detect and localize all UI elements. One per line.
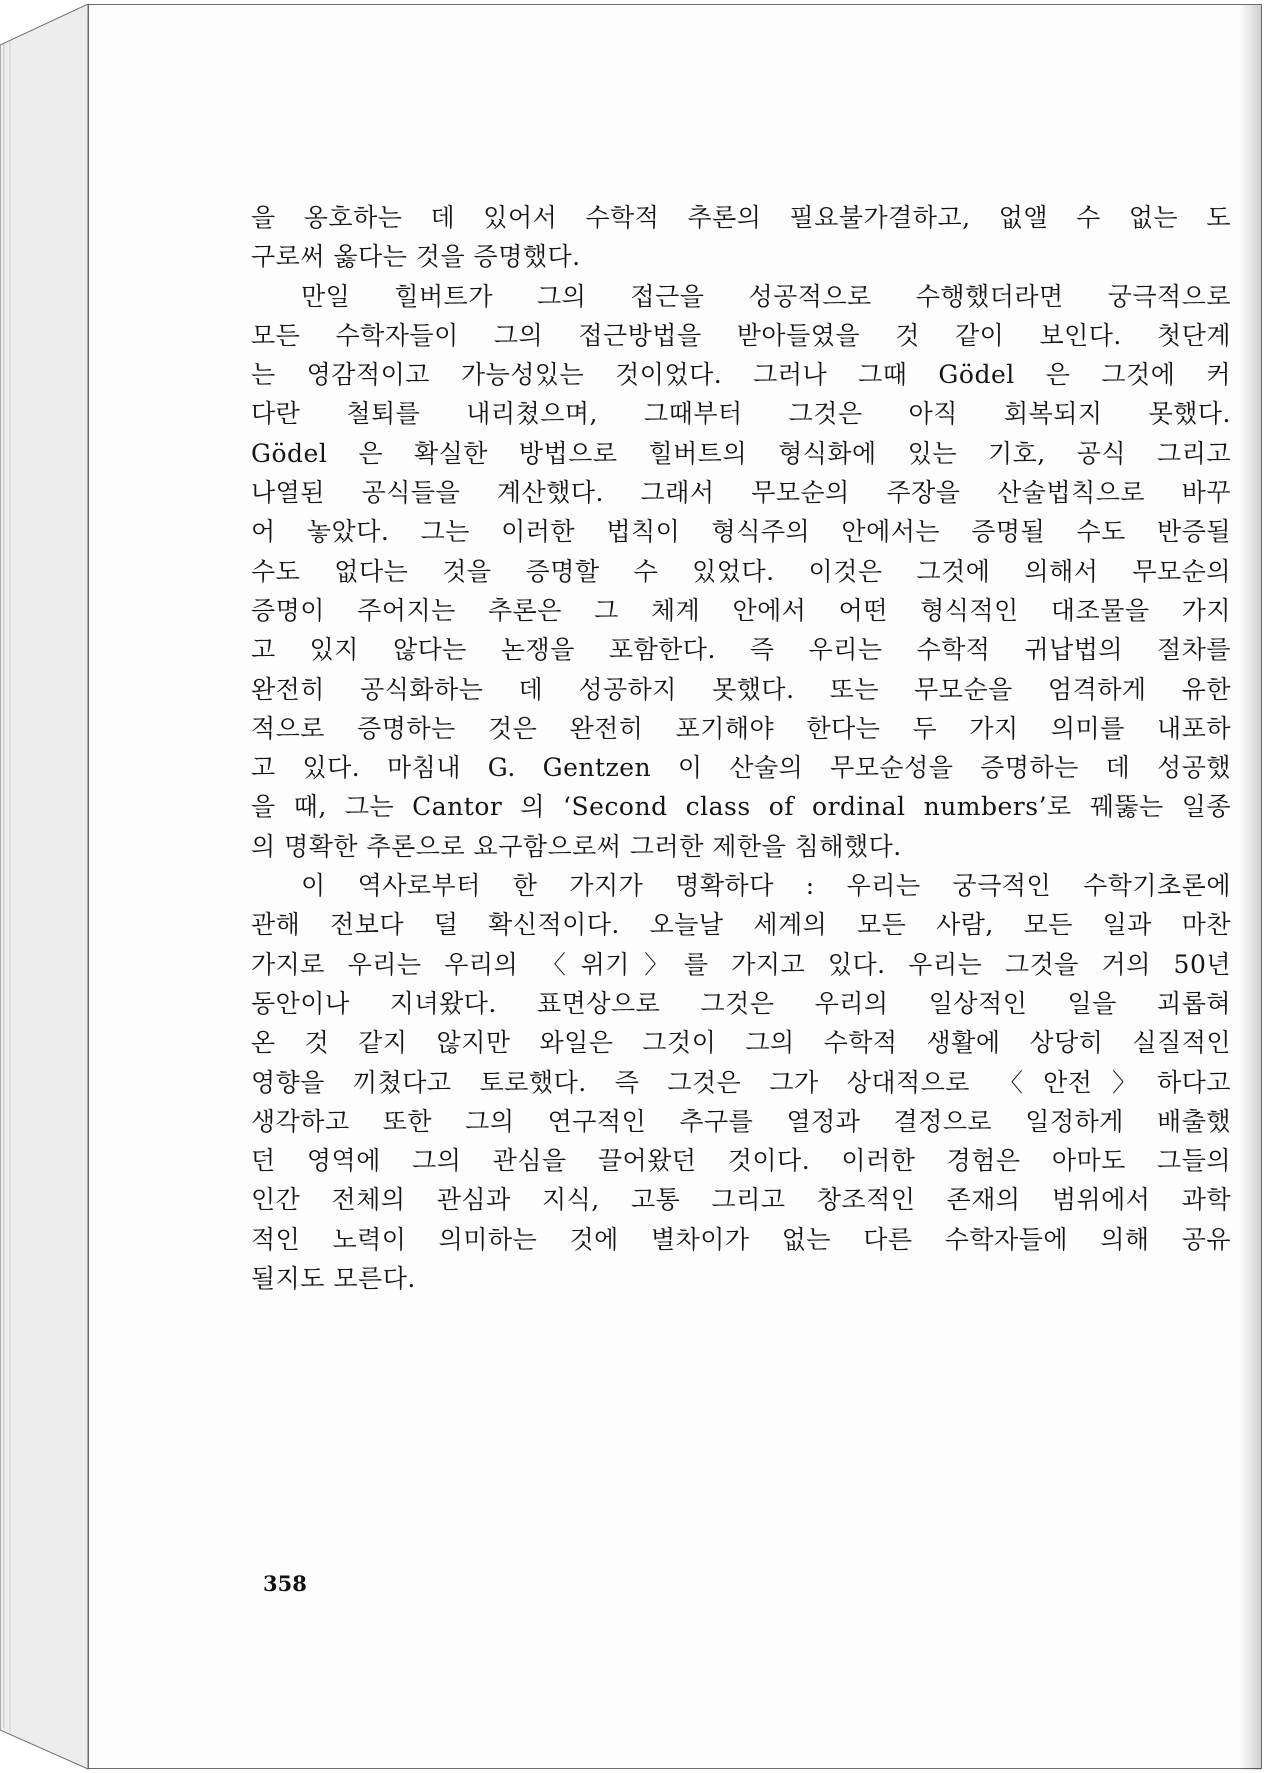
text-line-15: 고 있다. 마침내 G. Gentzen 이 산술의 무모순성을 증명하는 데 성공했	[251, 753, 1231, 783]
text-line-7: Gödel 은 확실한 방법으로 힐버트의 형식화에 있는 기호, 공식 그리고	[251, 438, 1231, 468]
text-line-5: 는 영감적이고 가능성있는 것이었다. 그러나 그때 Gödel 은 그것에 커	[251, 360, 1231, 390]
text-line-14: 적으로 증명하는 것은 완전히 포기해야 한다는 두 가지 의미를 내포하	[251, 713, 1231, 743]
text-line-25: 던 영역에 그의 관심을 끌어왔던 것이다. 이러한 경험은 아마도 그들의	[251, 1146, 1231, 1176]
text-line-13: 완전히 공식화하는 데 성공하지 못했다. 또는 무모순을 엄격하게 유한	[251, 674, 1231, 704]
book-page	[88, 4, 1262, 1769]
text-line-1: 을 옹호하는 데 있어서 수학적 추론의 필요불가결하고, 없앨 수 없는 도	[251, 203, 1231, 232]
page-edge-shadow	[1239, 5, 1261, 1770]
text-line-24: 생각하고 또한 그의 연구적인 추구를 열정과 결정으로 일정하게 배출했	[251, 1106, 1231, 1136]
text-line-8: 나열된 공식들을 계산했다. 그래서 무모순의 주장을 산술법칙으로 바꾸	[251, 478, 1231, 508]
text-line-26: 인간 전체의 관심과 지식, 고통 그리고 창조적인 존재의 범위에서 과학	[251, 1185, 1231, 1215]
text-line-18: 이 역사로부터 한 가지가 명확하다 : 우리는 궁극적인 수학기초론에	[301, 871, 1231, 901]
text-line-12: 고 있지 않다는 논쟁을 포함한다. 즉 우리는 수학적 귀납법의 절차를	[251, 635, 1231, 665]
text-line-16: 을 때, 그는 Cantor 의 ‘Second class of ordinal numbers’로 꿰뚫는 일종	[251, 792, 1231, 822]
body-text	[251, 198, 1231, 1298]
text-line-22: 온 것 같지 않지만 와일은 그것이 그의 수학적 생활에 상당히 실질적인	[251, 1028, 1231, 1058]
text-line-27: 적인 노력이 의미하는 것에 별차이가 없는 다른 수학자들에 의해 공유	[251, 1224, 1231, 1254]
text-line-11: 증명이 주어지는 추론은 그 체계 안에서 어떤 형식적인 대조물을 가지	[251, 595, 1231, 625]
text-line-21: 동안이나 지녀왔다. 표면상으로 그것은 우리의 일상적인 일을 괴롭혀	[251, 988, 1231, 1018]
text-line-9: 어 놓았다. 그는 이러한 법칙이 형식주의 안에서는 증명될 수도 반증될	[251, 517, 1231, 547]
text-line-10: 수도 없다는 것을 증명할 수 있었다. 이것은 그것에 의해서 무모순의	[251, 556, 1231, 586]
page-number: 358	[263, 1571, 307, 1596]
text-line-28: 될지도 모른다.	[251, 1264, 416, 1294]
text-line-23: 영향을 끼쳤다고 토로했다. 즉 그것은 그가 상대적으로 〈안전〉하다고	[251, 1067, 1231, 1097]
text-line-19: 관해 전보다 덜 확신적이다. 오늘날 세계의 모든 사람, 모든 일과 마찬	[251, 910, 1231, 940]
text-line-20: 가지로 우리는 우리의 〈위기〉를 가지고 있다. 우리는 그것을 거의 50년	[251, 949, 1231, 979]
text-line-2: 구로써 옳다는 것을 증명했다.	[251, 242, 581, 272]
text-line-3: 만일 힐버트가 그의 접근을 성공적으로 수행했더라면 궁극적으로	[301, 281, 1231, 311]
text-line-6: 다란 철퇴를 내리쳤으며, 그때부터 그것은 아직 회복되지 못했다.	[251, 399, 1231, 429]
text-line-4: 모든 수학자들이 그의 접근방법을 받아들였을 것 같이 보인다. 첫단계	[251, 320, 1231, 350]
text-line-17: 의 명확한 추론으로 요구함으로써 그러한 제한을 침해했다.	[251, 831, 902, 861]
